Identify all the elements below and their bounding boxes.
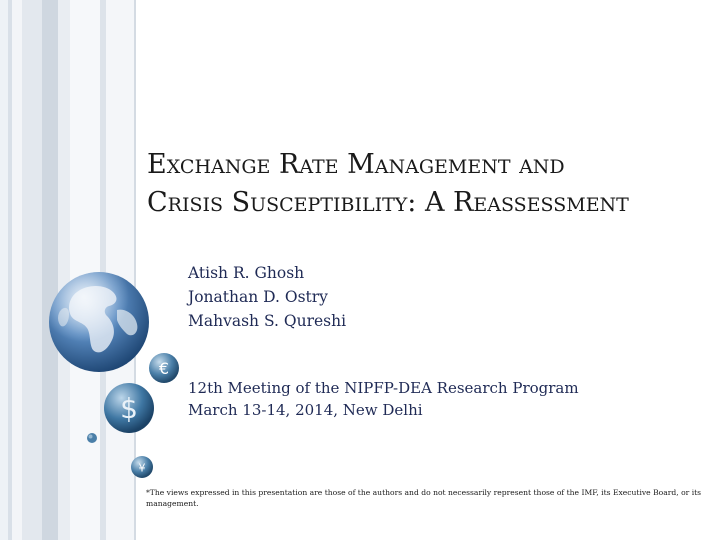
svg-text:¥: ¥ bbox=[138, 461, 146, 475]
decor-stripe bbox=[22, 0, 42, 540]
author-name: Mahvash S. Qureshi bbox=[188, 312, 347, 330]
title-line-2: Crisis Susceptibility: A Reassessment bbox=[147, 187, 629, 218]
disclaimer-note: *The views expressed in this presentation are those of the authors and do not necessarily represent those of the IMF, its Executive Board, or its management. bbox=[146, 488, 702, 508]
title-line-1: Exchange Rate Management and bbox=[147, 149, 565, 180]
author-name: Jonathan D. Ostry bbox=[188, 288, 328, 306]
author-list bbox=[188, 261, 346, 333]
svg-text:$: $ bbox=[120, 392, 138, 425]
globe-icon bbox=[47, 270, 151, 374]
meeting-date-location: March 13-14, 2014, New Delhi bbox=[188, 401, 423, 419]
dollar-coin-icon bbox=[102, 381, 156, 435]
author-name: Atish R. Ghosh bbox=[188, 264, 305, 282]
slide-title bbox=[147, 146, 629, 222]
svg-text:€: € bbox=[158, 359, 170, 378]
meeting-name: 12th Meeting of the NIPFP-DEA Research Program bbox=[188, 379, 579, 397]
small-coin-icon bbox=[86, 432, 98, 444]
yen-coin-icon bbox=[130, 455, 154, 479]
decor-stripe bbox=[12, 0, 22, 540]
meeting-info bbox=[188, 377, 579, 421]
euro-coin-icon bbox=[148, 352, 180, 384]
decor-stripe bbox=[0, 0, 8, 540]
